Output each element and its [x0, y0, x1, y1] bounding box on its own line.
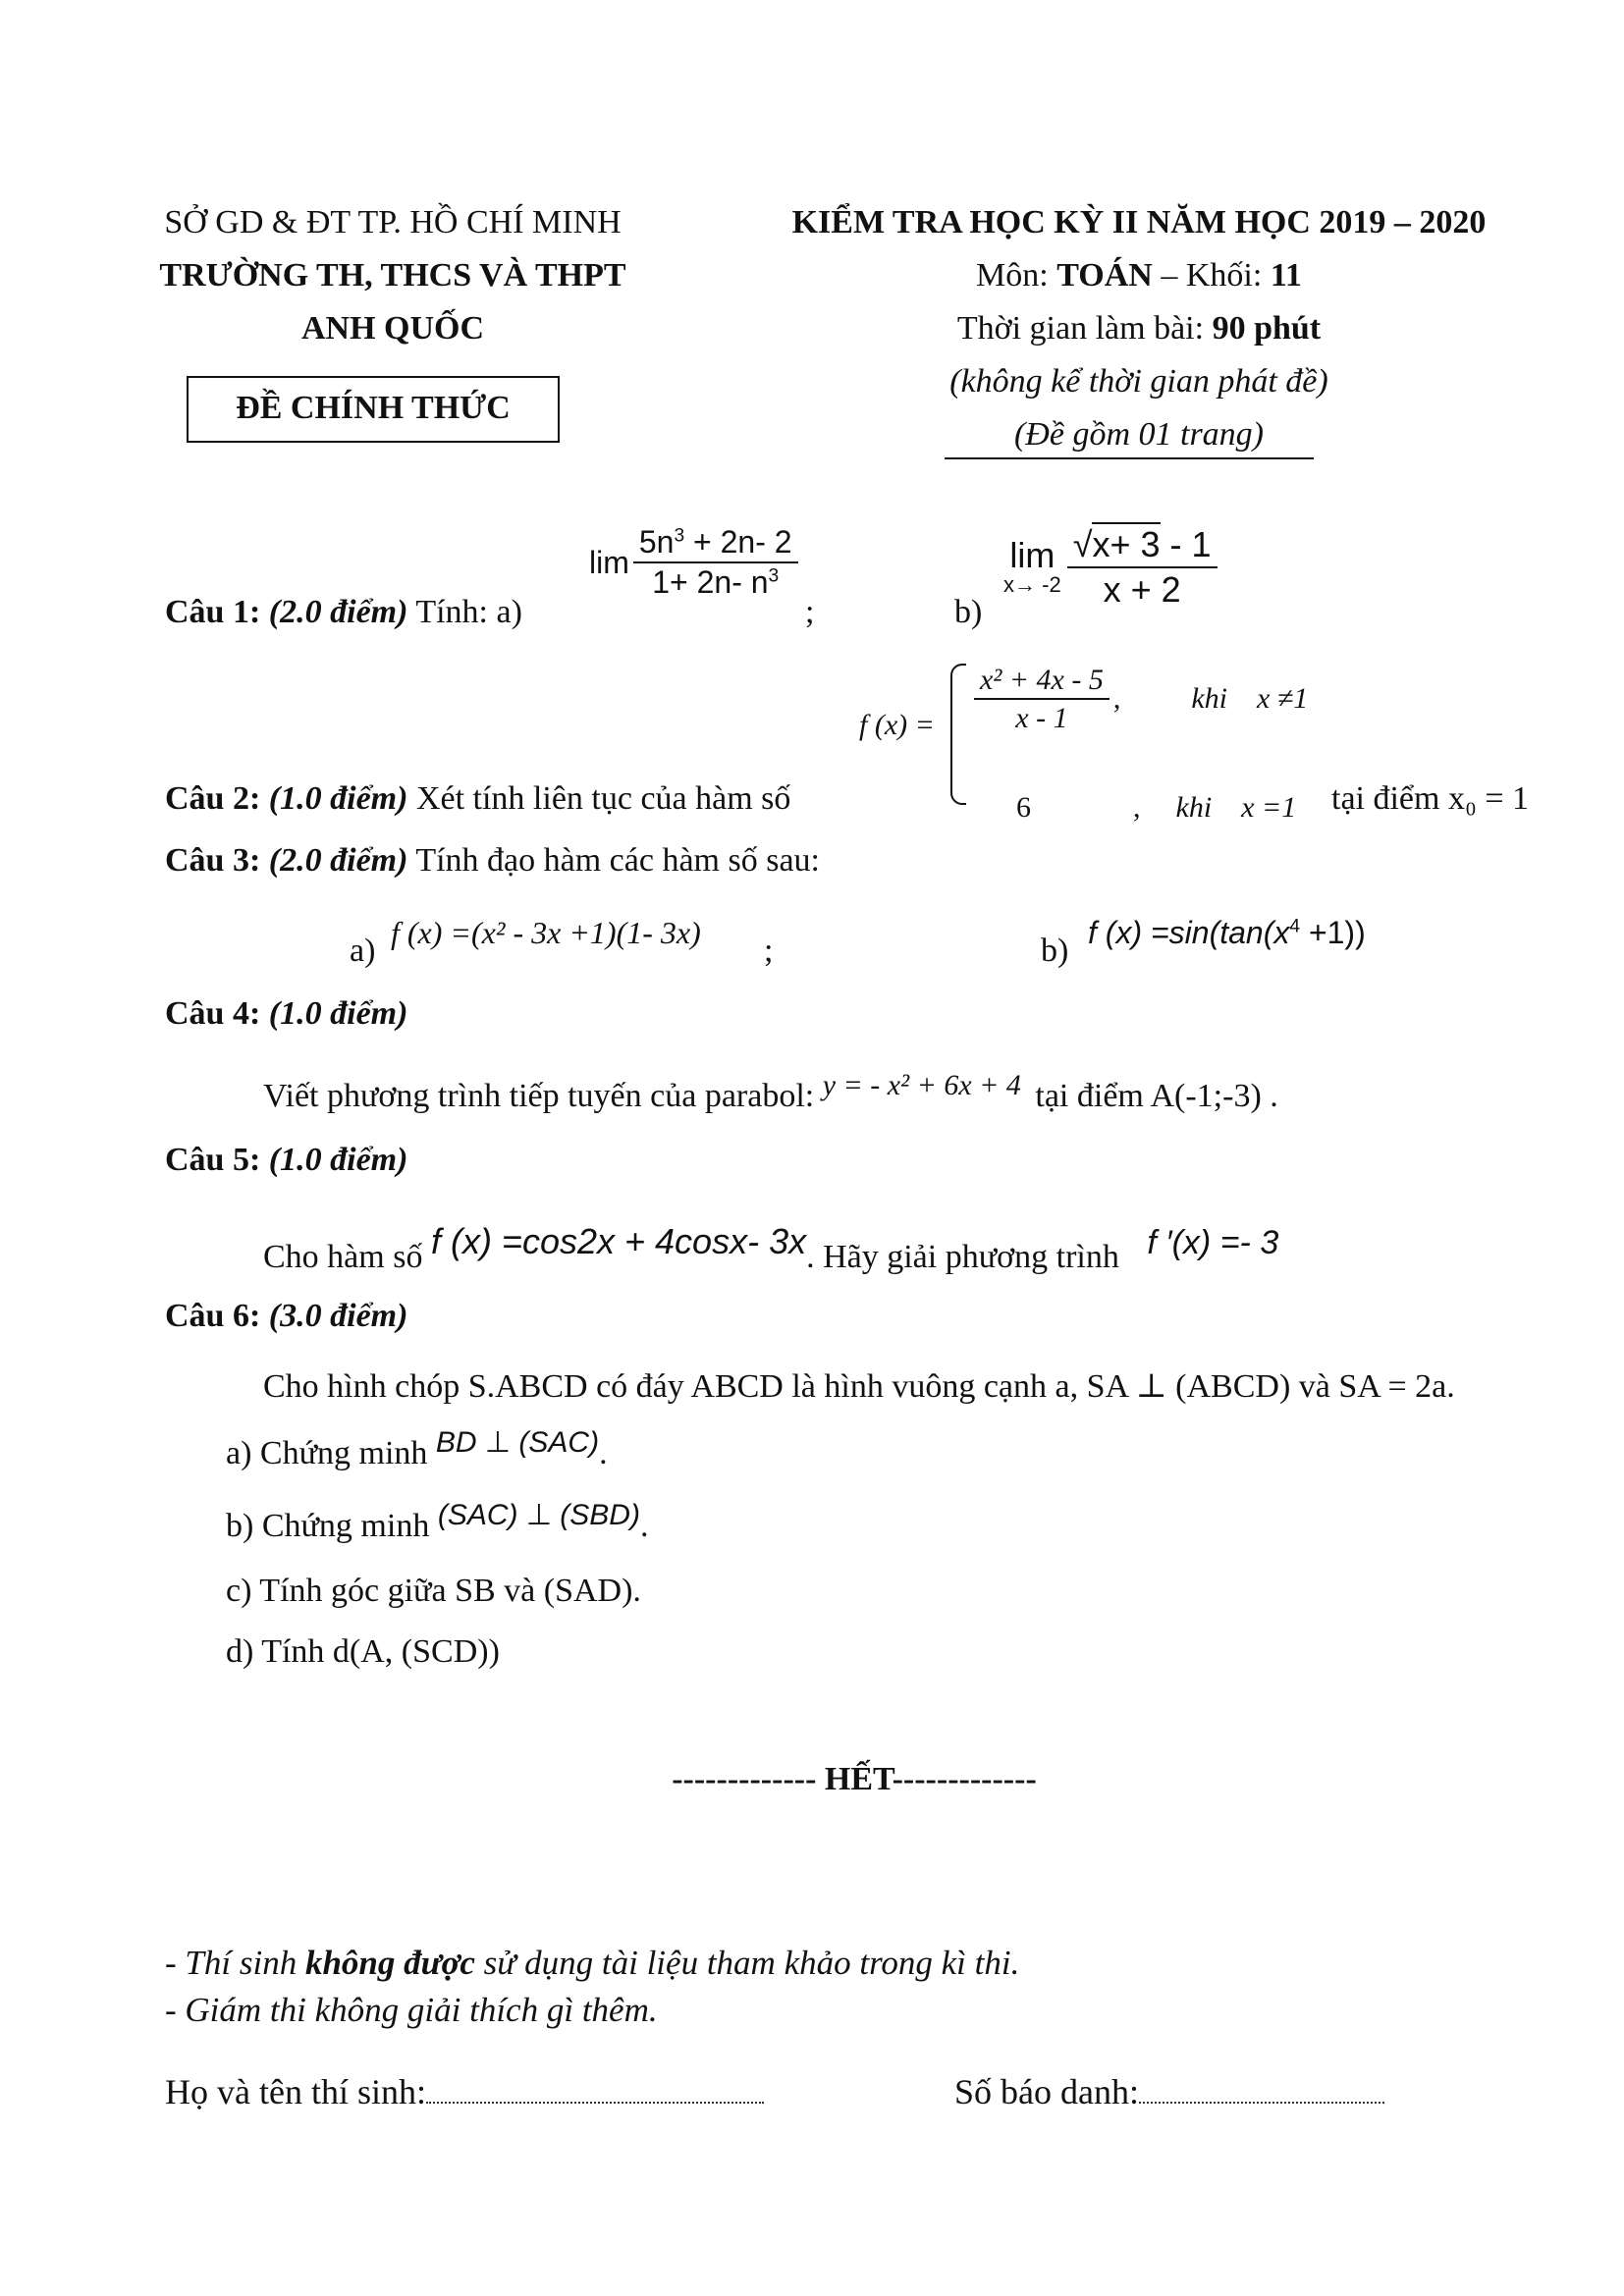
- q2-case1-condition: khi x ≠1: [1191, 682, 1309, 715]
- school-name-line2: ANH QUỐC: [300, 310, 485, 347]
- q2-case1-fraction: $\frac{\text{x² + 4x - 5}}{x - 1}$: [974, 664, 1110, 734]
- q5-points: (1.0 điểm): [268, 1142, 408, 1178]
- candidate-name-field[interactable]: [426, 2074, 764, 2104]
- q3-b-label: b): [1041, 933, 1069, 969]
- candidate-id-field[interactable]: [1139, 2074, 1384, 2104]
- q1-label: Câu 1:: [165, 594, 261, 630]
- q6-points: (3.0 điểm): [268, 1298, 408, 1334]
- q1-line: [165, 594, 522, 631]
- q4-label: Câu 4:: [165, 995, 261, 1032]
- pages-note: (Đề gồm 01 trang): [1013, 416, 1265, 453]
- header-left: [137, 196, 648, 355]
- q6-label: Câu 6:: [165, 1298, 261, 1334]
- q6-a-formula: BD ⊥ (SAC): [435, 1426, 600, 1459]
- end-mark: ------------- HẾT-------------: [672, 1761, 1037, 1797]
- q2-case2: 6 , khi x =1: [1016, 791, 1297, 824]
- time-line: Thời gian làm bài: 90 phút: [956, 310, 1322, 347]
- q4-body: Viết phương trình tiếp tuyến của parabol: y = - x² + 6x + 4 tại điểm A(-1;-3) .: [263, 1069, 1278, 1114]
- q1-b-formula: lim x→ -2 $\frac{√x+ 3 - 1}{x + 2}$: [1003, 525, 1218, 609]
- q4-heading: [165, 995, 407, 1033]
- q3-a-formula: f (x) =(x² - 3x +1)(1- 3x): [391, 915, 701, 950]
- q6-heading: [165, 1298, 407, 1335]
- q2-points: (1.0 điểm): [268, 780, 408, 817]
- exam-duration: 90 phút: [1212, 310, 1322, 347]
- q3-a-semicolon: ;: [764, 933, 774, 969]
- q2-tail: tại điểm x₀ = 1: [1331, 780, 1529, 817]
- q5-equation: f ′(x) =- 3: [1147, 1224, 1279, 1261]
- candidate-name-row: [165, 2071, 764, 2112]
- q3-points: (2.0 điểm): [268, 842, 408, 879]
- time-note: (không kể thời gian phát đề): [949, 363, 1328, 400]
- q5-label: Câu 5:: [165, 1142, 261, 1178]
- q3-a-label: a): [350, 933, 376, 969]
- official-exam-label: ĐỀ CHÍNH THỨC: [236, 390, 511, 426]
- q6-b: b) Chứng minh (SAC) ⊥ (SBD).: [226, 1499, 649, 1544]
- q6-a: a) Chứng minh BD ⊥ (SAC).: [226, 1426, 608, 1471]
- q2-brace-icon: [950, 664, 966, 805]
- q1-points: (2.0 điểm): [268, 594, 408, 630]
- q2-case1: $\frac{\text{x² + 4x - 5}}{x - 1}$ , khi x ≠1: [974, 664, 1308, 734]
- q5-formula: f (x) =cos2x + 4cosx- 3x: [430, 1221, 807, 1261]
- q5-body: Cho hàm số f (x) =cos2x + 4cosx- 3x. Hãy giải phương trình f ′(x) =- 3: [263, 1221, 1279, 1275]
- q1-a-fraction: $\frac{5n^3 + 2n- 2}{1+ 2n- n^3}$: [633, 525, 798, 600]
- grade: 11: [1270, 257, 1302, 294]
- note-line-2: - Giám thi không giải thích gì thêm.: [165, 1991, 658, 2029]
- q3-text: Tính đạo hàm các hàm số sau:: [407, 842, 820, 879]
- q1-text: Tính: a): [407, 594, 522, 630]
- q6-c: c) Tính góc giữa SB và (SAD).: [226, 1573, 641, 1609]
- q3-b-formula: f $(x) =\sin(\tan(x^4 +1))$: [1088, 915, 1366, 950]
- q1-b-label: b): [954, 594, 983, 630]
- q2-case2-condition: khi x =1: [1175, 791, 1297, 824]
- subject: TOÁN: [1056, 257, 1153, 294]
- exam-title: KIỂM TRA HỌC KỲ II NĂM HỌC 2019 – 2020: [791, 204, 1487, 240]
- q3-label: Câu 3:: [165, 842, 261, 879]
- notes: [165, 1940, 1019, 2034]
- q4-points: (1.0 điểm): [268, 995, 408, 1032]
- candidate-id-row: [954, 2071, 1384, 2112]
- q2-label: Câu 2:: [165, 780, 261, 817]
- q1-semicolon: ;: [805, 594, 815, 630]
- q6-d: d) Tính d(A, (SCD)): [226, 1633, 500, 1670]
- department-name: SỞ GD & ĐT TP. HỒ CHÍ MINH: [164, 204, 622, 240]
- q6-b-formula: (SAC) ⊥ (SBD): [437, 1499, 640, 1531]
- header-right: [717, 196, 1561, 461]
- candidate-id-label: Số báo danh:: [954, 2072, 1139, 2111]
- school-name-line1: TRƯỜNG TH, THCS VÀ THPT: [159, 257, 626, 294]
- note-line-1: - Thí sinh không được sử dụng tài liệu tham khảo trong kì thi.: [165, 1944, 1020, 1982]
- official-exam-box: [187, 376, 560, 443]
- sqrt-icon: √: [1072, 524, 1093, 564]
- header-underline: [945, 457, 1314, 459]
- q1-b-fraction: $\frac{√x+ 3 - 1}{x + 2}$: [1067, 525, 1218, 609]
- candidate-name-label: Họ và tên thí sinh:: [165, 2072, 426, 2111]
- q5-heading: [165, 1142, 407, 1179]
- q2-text: Xét tính liên tục của hàm số: [407, 780, 791, 817]
- q2-fx: f (x) =: [859, 709, 935, 741]
- subject-line: Môn: TOÁN – Khối: 11: [976, 257, 1302, 294]
- q1-a-formula: lim $\frac{5n^3 + 2n- 2}{1+ 2n- n^3}$: [589, 525, 798, 600]
- q2-line: [165, 780, 790, 818]
- q3-line: [165, 842, 820, 880]
- q6-text: Cho hình chóp S.ABCD có đáy ABCD là hình vuông cạnh a, SA ⊥ (ABCD) và SA = 2a.: [263, 1368, 1455, 1405]
- q4-formula: y = - x² + 6x + 4: [822, 1069, 1021, 1101]
